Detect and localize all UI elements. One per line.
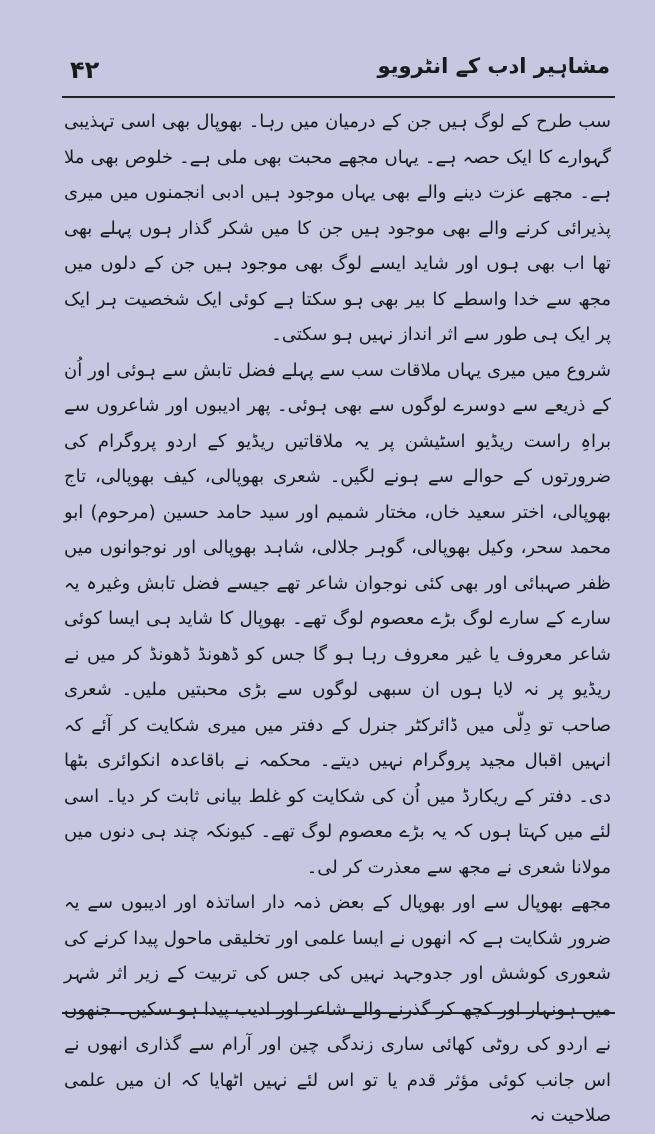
page-number: ۴۲ bbox=[70, 56, 100, 84]
paragraph-2: شروع میں میری یہاں ملاقات سب سے پہلے فضل تابش سے ہوئی اور اُن کے ذریعے سے دوسرے لوگوں سے بھی ہوئی۔ پھر ادیبوں اور شاعروں سے براہِ راست ریڈیو اسٹیشن پر یہ ملاقاتیں ریڈیو کے اردو پروگرام کی ضرورتوں کے حوالے سے ہونے لگیں۔ شعری بھوپالی، کیف بھوپالی، تاج بھوپالی، اختر سعید خاں، مختار شمیم اور سید حامد حسین (مرحوم) ابو محمد سحر، وکیل بھوپالی، گوہر جلالی، شاہد بھوپالی اور نوجوانوں میں ظفر صہبائی اور بھی کئی نوجوان شاعر تھے جیسے فضل تابش وغیرہ یہ سارے کے سارے لوگ بڑے معصوم لوگ تھے۔ بھوپال کا شاید ہی ایسا کوئی شاعر معروف یا غیر معروف رہا ہو گا جس کو ڈھونڈ ڈھونڈ کر میں نے ریڈیو پر نہ لایا ہوں ان سبھی لوگوں سے بڑی محبتیں ملیں۔ شعری صاحب تو دِلّی میں ڈائرکٹر جنرل کے دفتر میں میری شکایت کر آئے کہ انہیں اقبال مجید پروگرام نہیں دیتے۔ محکمہ نے باقاعدہ انکوائری بٹھا دی۔ دفتر کے ریکارڈ میں اُن کی شکایت کو غلط بیانی ثابت کر دیا۔ اسی لئے میں کہتا ہوں کہ یہ بڑے معصوم لوگ تھے۔ کیونکہ چند ہی دنوں میں مولانا شعری نے مجھ سے معذرت کر لی۔ bbox=[64, 359, 611, 878]
paragraph-1: سب طرح کے لوگ ہیں جن کے درمیان میں رہا۔ بھوپال بھی اسی تہذیبی گہوارے کا ایک حصہ ہے۔ یہاں مجھے محبت بھی ملی ہے۔ خلوص بھی ملا ہے۔ مجھے عزت دینے والے بھی یہاں موجود ہیں ادبی انجمنوں میں میری پذیرائی کرنے والے بھی موجود ہیں جن کا میں شکر گذار ہوں پہلے بھی تھا اب بھی ہوں اور شاید ایسے لوگ بھی موجود ہیں جن کے دلوں میں مجھ سے خدا واسطے کا بیر بھی ہو سکتا ہے کوئی ایک شخصیت ہر ایک پر ایک ہی طور سے اثر انداز نہیں ہو سکتی۔ bbox=[64, 111, 611, 345]
running-title: مشاہیر ادب کے انٹرویو bbox=[377, 54, 610, 78]
page-header bbox=[70, 50, 610, 96]
body-text bbox=[64, 104, 611, 1134]
header-rule bbox=[62, 96, 615, 98]
paragraph-3: مجھے بھوپال سے اور بھوپال کے بعض ذمہ دار اساتذہ اور ادیبوں سے یہ ضرور شکایت ہے کہ انھوں نے ایسا علمی اور تخلیقی ماحول پیدا کرنے کی شعوری کوشش اور جدوجہد نہیں کی جس کی تربیت کے زیر اثر شہر میں ہونہار اور کچھ کر گذرنے والے شاعر اور ادیب پیدا ہو سکیں۔ جنھوں نے اردو کی روٹی کھائی ساری زندگی چین اور آرام سے گذاری انھوں نے اس جانب کوئی مؤثر قدم یا تو اس لئے نہیں اٹھایا کہ ان میں علمی صلاحیت نہ bbox=[64, 892, 611, 1126]
footer-rule bbox=[62, 1012, 615, 1014]
